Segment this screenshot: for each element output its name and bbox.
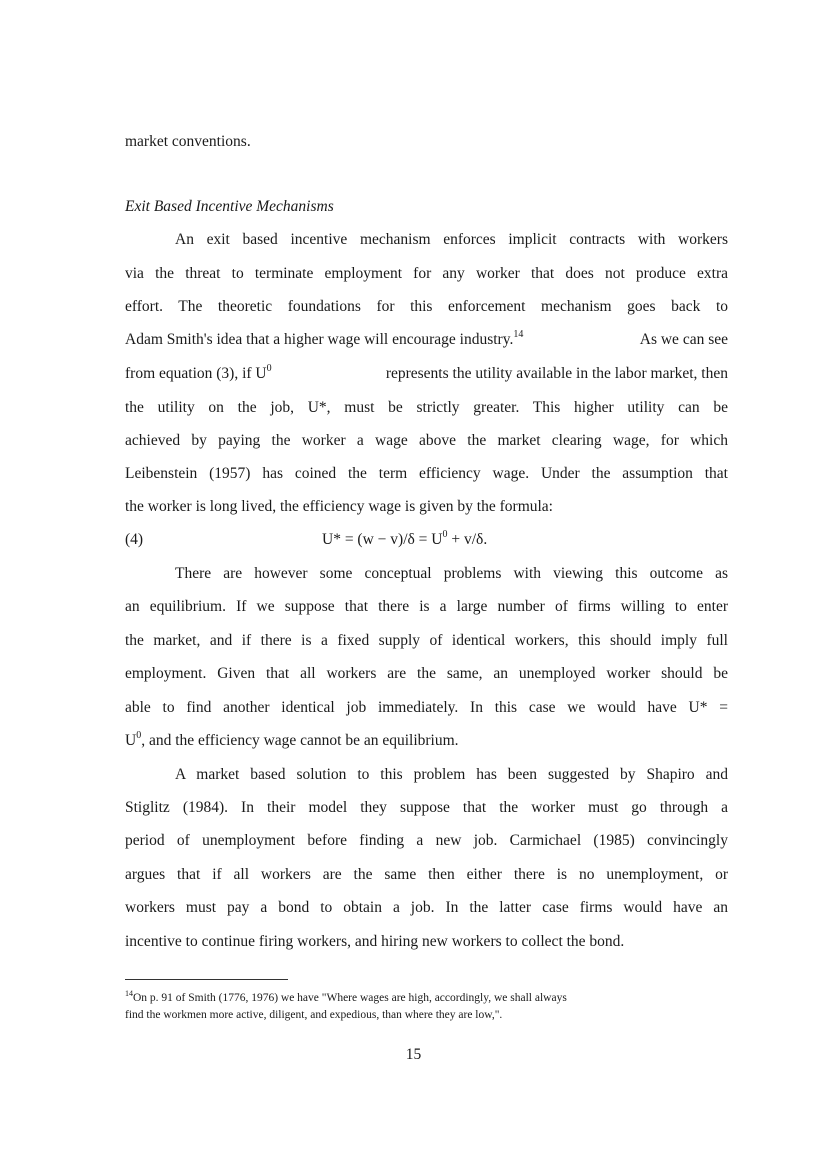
carryover-line: market conventions.: [125, 133, 251, 150]
equation-superscript: 0: [442, 529, 448, 540]
para1-line-6: the utility on the job, U*, must be strictly greater. This higher utility can be: [125, 399, 728, 416]
section-heading: Exit Based Incentive Mechanisms: [125, 198, 334, 215]
para1-line-4-tail: As we can see: [639, 331, 728, 348]
footnote-line-1: [125, 990, 728, 1007]
para2-line-2: an equilibrium. If we suppose that there is a large number of firms willing to enter: [125, 598, 728, 615]
superscript-zero: 0: [136, 730, 142, 741]
para1-line-5-text: from equation (3), if U: [125, 365, 267, 382]
para2-line-6: [125, 731, 728, 753]
para2-line-5: able to find another identical job immediately. In this case we would have U* =: [125, 699, 728, 716]
para3-line-5: workers must pay a bond to obtain a job. In the latter case firms would have an: [125, 899, 728, 916]
para3-line-3: period of unemployment before finding a new job. Carmichael (1985) convincingly: [125, 832, 728, 849]
para1-line-1: An exit based incentive mechanism enforces implicit contracts with workers: [175, 231, 728, 248]
para2-line-6-tail: , and the efficiency wage cannot be an equilibrium.: [141, 732, 459, 749]
para1-line-3: effort. The theoretic foundations for this enforcement mechanism goes back to: [125, 298, 728, 315]
footnote-ref-14: 14: [513, 329, 524, 340]
para1-line-5-tail: represents the utility available in the labor market, then: [385, 365, 728, 382]
equation-body: [322, 530, 487, 552]
footnote-rule: [125, 979, 288, 980]
para1-line-8: Leibenstein (1957) has coined the term efficiency wage. Under the assumption that: [125, 465, 728, 482]
page-number: 15: [405, 1046, 422, 1063]
para3-line-4: argues that if all workers are the same then either there is no unemployment, or: [125, 866, 728, 883]
para2-line-1: There are however some conceptual problems with viewing this outcome as: [175, 565, 728, 582]
para1-line-7: achieved by paying the worker a wage above the market clearing wage, for which: [125, 432, 728, 449]
equation-label: (4): [125, 531, 144, 548]
para1-line-4-text: Adam Smith's idea that a higher wage will encourage industry.: [125, 331, 514, 348]
footnote-text-1: On p. 91 of Smith (1776, 1976) we have "Where wages are high, accordingly, we shall always: [133, 992, 567, 1004]
para3-line-2: Stiglitz (1984). In their model they suppose that the worker must go through a: [125, 799, 728, 816]
para2-line-4: employment. Given that all workers are the same, an unemployed worker should be: [125, 665, 728, 682]
para1-line-5: [125, 364, 728, 386]
footnote-line-2: find the workmen more active, diligent, and expedious, than where they are low,".: [125, 1009, 503, 1021]
para1-line-4: [125, 330, 728, 352]
footnote-marker: 14: [125, 989, 133, 998]
para1-line-9: the worker is long lived, the efficiency wage is given by the formula:: [125, 498, 553, 515]
para2-line-6-text: U: [125, 732, 137, 749]
para1-line-2: via the threat to terminate employment for any worker that does not produce extra: [125, 265, 728, 282]
equation-left: U* = (w − v)/δ = U: [322, 531, 443, 548]
superscript-zero: 0: [266, 363, 272, 374]
para3-line-1: A market based solution to this problem has been suggested by Shapiro and: [175, 766, 728, 783]
equation-right: + v/δ.: [447, 531, 488, 548]
para2-line-3: the market, and if there is a fixed supply of identical workers, this should imply full: [125, 632, 728, 649]
para3-line-6: incentive to continue firing workers, and hiring new workers to collect the bond.: [125, 933, 625, 950]
